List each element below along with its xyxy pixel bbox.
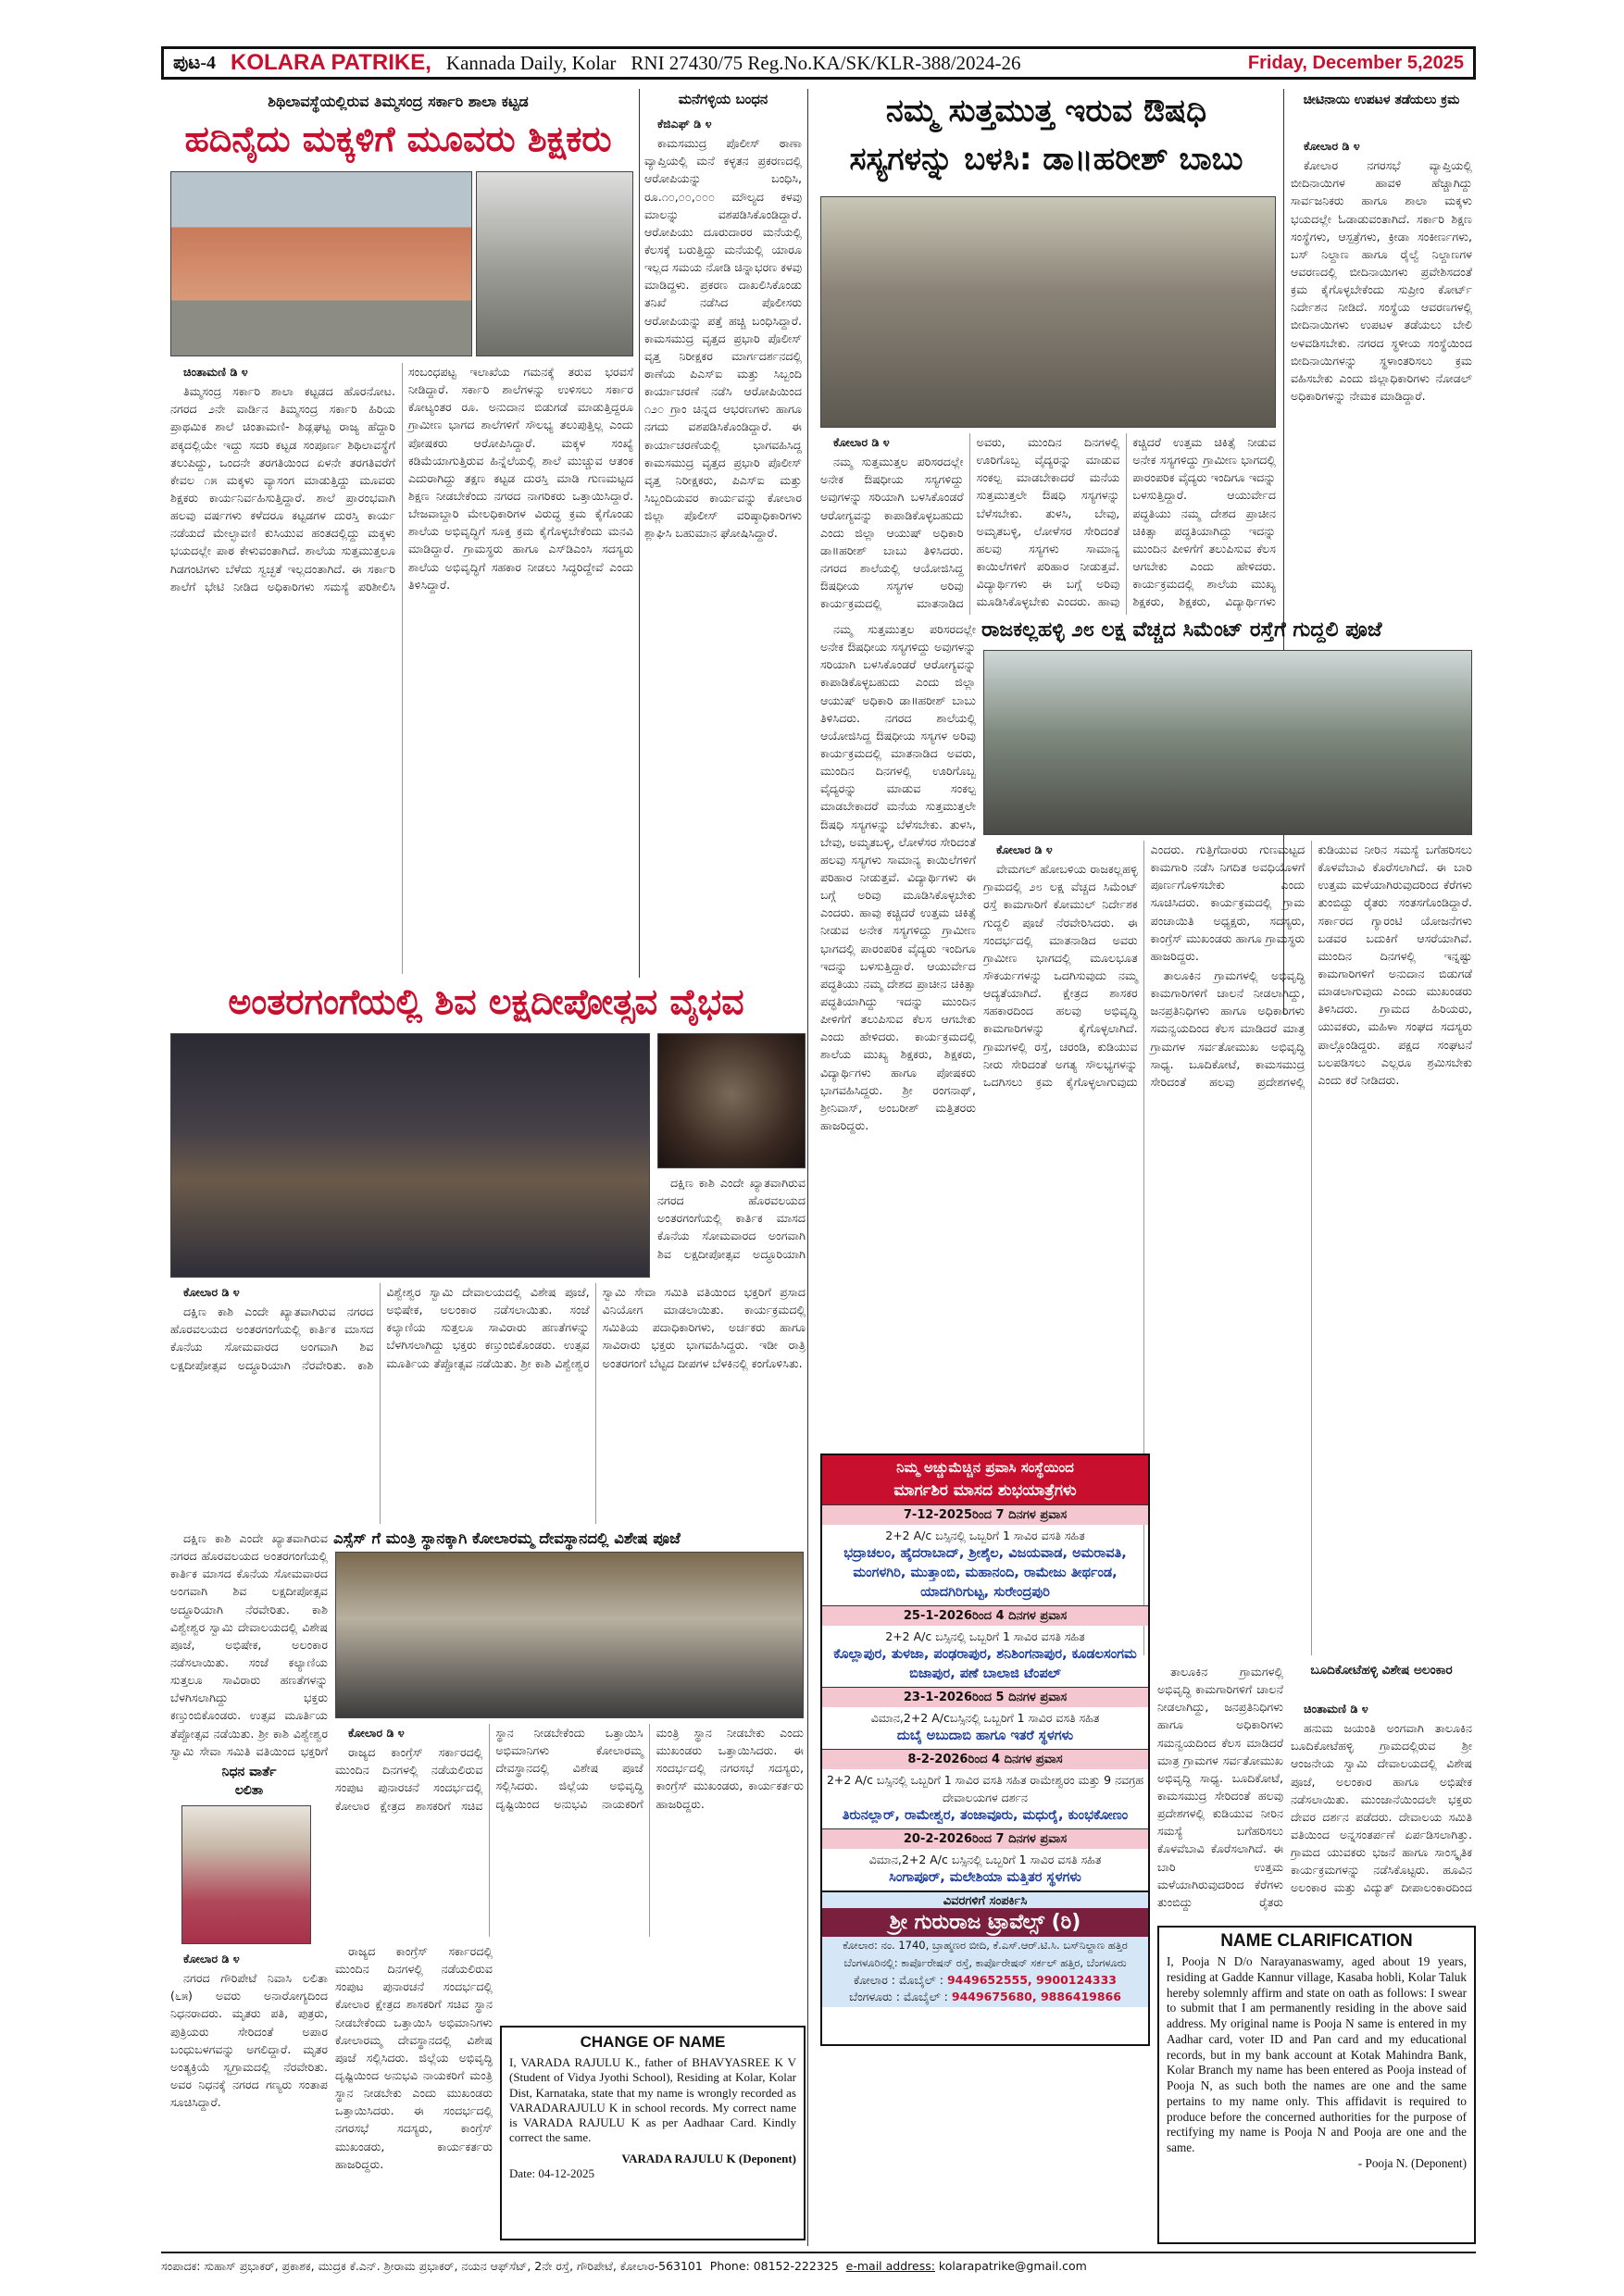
registration-number: RNI 27430/75 Reg.No.KA/SK/KLR-388/2024-26 — [631, 51, 1021, 74]
story7-dateline: ಕೋಲಾರ ಡಿ ೪ — [348, 1726, 405, 1740]
story7-text: ರಾಜ್ಯದ ಕಾಂಗ್ರೆಸ್ ಸರ್ಕಾರದಲ್ಲಿ ಮುಂದಿನ ದಿನಗಳಲ್ಲಿ ನಡೆಯಲಿರುವ ಸಂಪುಟ ಪುನಾರಚನೆ ಸಂದರ್ಭದಲ್ಲಿ ಕೋಲಾರ ಕ್ಷೇತ್ರದ ಶಾಸಕರಿಗೆ ಸಚಿವ ಸ್ಥಾನ ನೀಡಬೇಕೆಂದು ಒತ್ತಾಯಿಸಿ ಅಭಿಮಾನಿಗಳು ಕೋಲಾರಮ್ಮ ದೇವಸ್ಥಾನದಲ್ಲಿ ವಿಶೇಷ ಪೂಜೆ ಸಲ್ಲಿಸಿದರು. ಜಿಲ್ಲೆಯ ಅಭಿವೃದ್ಧಿ ದೃಷ್ಟಿಯಿಂದ ಅನುಭವಿ ನಾಯಕರಿಗೆ ಮಂತ್ರಿ ಸ್ಥಾನ ನೀಡಬೇಕು ಎಂದು ಮುಖಂಡರು ಒತ್ತಾಯಿಸಿದರು. ಈ ಸಂದರ್ಭದಲ್ಲಿ ನಗರಸಭೆ ಸದಸ್ಯರು, ಕಾಂಗ್ರೆಸ್ ಮುಖಂಡರು, ಕಾರ್ಯಕರ್ತರು ಹಾಜರಿದ್ದರು. — [335, 1726, 804, 1813]
story5-dateline: ಕೋಲಾರ ಡಿ ೪ — [996, 842, 1053, 856]
story3-headline-line1: ನಮ್ಮ ಸುತ್ತಮುತ್ತ ಇರುವ ಔಷಧಿ — [885, 93, 1207, 130]
story3-body — [820, 433, 1276, 615]
tour-trip-details — [822, 1707, 1148, 1749]
story3-text: ನಮ್ಮ ಸುತ್ತಮುತ್ತಲ ಪರಿಸರದಲ್ಲೇ ಅನೇಕ ಔಷಧೀಯ ಸಸ್ಯಗಳಿದ್ದು ಅವುಗಳನ್ನು ಸರಿಯಾಗಿ ಬಳಸಿಕೊಂಡರೆ ಆರೋಗ್ಯವನ್ನು ಕಾಪಾಡಿಕೊಳ್ಳಬಹುದು ಎಂದು ಜಿಲ್ಲಾ ಆಯುಷ್ ಅಧಿಕಾರಿ ಡಾ॥ಹರೀಶ್ ಬಾಬು ತಿಳಿಸಿದರು. ನಗರದ ಶಾಲೆಯಲ್ಲಿ ಆಯೋಜಿಸಿದ್ದ ಔಷಧೀಯ ಸಸ್ಯಗಳ ಅರಿವು ಕಾರ್ಯಕ್ರಮದಲ್ಲಿ ಮಾತನಾಡಿದ ಅವರು, ಮುಂದಿನ ದಿನಗಳಲ್ಲಿ ಊರಿಗೊಬ್ಬ ವೈದ್ಯರನ್ನು ಮಾಡುವ ಸಂಕಲ್ಪ ಮಾಡಬೇಕಾದರೆ ಮನೆಯ ಸುತ್ತಮುತ್ತಲೇ ಔಷಧಿ ಸಸ್ಯಗಳನ್ನು ಬೆಳೆಸಬೇಕು. ತುಳಸಿ, ಬೇವು, ಅಮೃತಬಳ್ಳಿ, ಲೋಳೆಸರ ಸೇರಿದಂತೆ ಹಲವು ಸಸ್ಯಗಳು ಸಾಮಾನ್ಯ ಕಾಯಿಲೆಗಳಿಗೆ ಪರಿಹಾರ ನೀಡುತ್ತವೆ. ವಿದ್ಯಾರ್ಥಿಗಳು ಈ ಬಗ್ಗೆ ಅರಿವು ಮೂಡಿಸಿಕೊಳ್ಳಬೇಕು ಎಂದರು. ಹಾವು ಕಚ್ಚಿದರೆ ಉತ್ತಮ ಚಿಕಿತ್ಸೆ ನೀಡುವ ಅನೇಕ ಸಸ್ಯಗಳಿದ್ದು ಗ್ರಾಮೀಣ ಭಾಗದಲ್ಲಿ ಪಾರಂಪರಿಕ ವೈದ್ಯರು ಇಂದಿಗೂ ಇದನ್ನು ಬಳಸುತ್ತಿದ್ದಾರೆ. ಆಯುರ್ವೇದ ಪದ್ಧತಿಯು ನಮ್ಮ ದೇಶದ ಪ್ರಾಚೀನ ಚಿಕಿತ್ಸಾ ಪದ್ಧತಿಯಾಗಿದ್ದು ಇದನ್ನು ಮುಂದಿನ ಪೀಳಿಗೆಗೆ ತಲುಪಿಸುವ ಕೆಲಸ ಆಗಬೇಕು ಎಂದು ಹೇಳಿದರು. ಕಾರ್ಯಕ್ರಮದಲ್ಲಿ ಶಾಲೆಯ ಮುಖ್ಯ ಶಿಕ್ಷಕರು, ಶಿಕ್ಷಕರು, ವಿದ್ಯಾರ್ಥಿಗಳು — [820, 435, 1276, 611]
story5-headline: ರಾಜಕಲ್ಲಹಳ್ಳಿ ೨೮ ಲಕ್ಷ ವೆಚ್ಚದ ಸಿಮೆಂಟ್ ರಸ್ತೆಗೆ ಗುದ್ದಲಿ ಪೂಜೆ — [981, 618, 1382, 642]
imprint-phone: Phone: 08152-222325 — [709, 2259, 839, 2273]
tour-trip-places: ಸಿಂಗಾಪೂರ್, ಮಲೇಶಿಯಾ ಮತ್ತಿತರ ಸ್ಥಳಗಳು — [889, 1869, 1081, 1885]
story6-text: ದಕ್ಷಿಣ ಕಾಶಿ ಎಂದೇ ಖ್ಯಾತವಾಗಿರುವ ನಗರದ ಹೊರವಲಯದ ಅಂತರಗಂಗೆಯಲ್ಲಿ ಕಾರ್ತಿಕ ಮಾಸದ ಕೊನೆಯ ಸೋಮವಾರದ ಅಂಗವಾಗಿ ಶಿವ ಲಕ್ಷದೀಪೋತ್ಸವ ಅದ್ಧೂರಿಯಾಗಿ ನೆರವೇರಿತು. ಕಾಶಿ ವಿಶ್ವೇಶ್ವರ ಸ್ವಾಮಿ ದೇವಾಲಯದಲ್ಲಿ ವಿಶೇಷ ಪೂಜೆ, ಅಭಿಷೇಕ, ಅಲಂಕಾರ ನಡೆಸಲಾಯಿತು. ಸಂಜೆ ಕಲ್ಯಾಣಿಯ ಸುತ್ತಲೂ ಸಾವಿರಾರು ಹಣತೆಗಳನ್ನು ಬೆಳಗಿಸಲಾಗಿದ್ದು ಭಕ್ತರು ಕಣ್ತುಂಬಿಕೊಂಡರು. ಉತ್ಸವ ಮೂರ್ತಿಯ ತೆಪ್ಪೋತ್ಸವ ನಡೆಯಿತು. ಶ್ರೀ ಕಾಶಿ ವಿಶ್ವೇಶ್ವರ ಸ್ವಾಮಿ ಸೇವಾ ಸಮಿತಿ ವತಿಯಿಂದ ಭಕ್ತರಿಗೆ ಪ್ರಸಾದ ವಿನಿಯೋಗ ಮಾಡಲಾಯಿತು. ಕಾರ್ಯಕ್ರಮದಲ್ಲಿ ಸಮಿತಿಯ ಪದಾಧಿಕಾರಿಗಳು, ಅರ್ಚಕರು ಹಾಗೂ ಸಾವಿರಾರು ಭಕ್ತರು ಭಾಗವಹಿಸಿದ್ದರು. ಇಡೀ ರಾತ್ರಿ ಅಂತರಗಂಗೆ ಬೆಟ್ಟದ ದೀಪಗಳ ಬೆಳಕಿನಲ್ಲಿ ಕಂಗೊಳಿಸಿತು. — [170, 1285, 806, 1372]
tour-contact — [822, 1890, 1148, 2007]
story4-text: ಕೋಲಾರ ನಗರಸಭೆ ವ್ಯಾಪ್ತಿಯಲ್ಲಿ ಬೀದಿನಾಯಿಗಳ ಹಾವಳಿ ಹೆಚ್ಚಾಗಿದ್ದು ಸಾರ್ವಜನಿಕರು ಹಾಗೂ ಶಾಲಾ ಮಕ್ಕಳು ಭಯದಲ್ಲೇ ಓಡಾಡುವಂತಾಗಿದೆ. ಸರ್ಕಾರಿ ಶಿಕ್ಷಣ ಸಂಸ್ಥೆಗಳು, ಆಸ್ಪತ್ರೆಗಳು, ಕ್ರೀಡಾ ಸಂಕೀರ್ಣಗಳು, ಬಸ್ ನಿಲ್ದಾಣ ಹಾಗೂ ರೈಲ್ವೆ ನಿಲ್ದಾಣಗಳ ಆವರಣದಲ್ಲಿ ಬೀದಿನಾಯಿಗಳು ಪ್ರವೇಶಿಸದಂತೆ ಕ್ರಮ ಕೈಗೊಳ್ಳಬೇಕೆಂದು ಸುಪ್ರೀಂ ಕೋರ್ಟ್ ನಿರ್ದೇಶನ ನೀಡಿದೆ. ಸಂಸ್ಥೆಯ ಆವರಣಗಳಲ್ಲಿ ಬೀದಿನಾಯಿಗಳು ಉಪಟಳ ತಡೆಯಲು ಬೇಲಿ ಅಳವಡಿಸಬೇಕು. ನಗರದ ಸ್ಥಳೀಯ ಸಂಸ್ಥೆಯಿಂದ ಬೀದಿನಾಯಿಗಳನ್ನು ಸ್ಥಳಾಂತರಿಸಲು ಕ್ರಮ ವಹಿಸಬೇಕು ಎಂದು ಜಿಲ್ಲಾಧಿಕಾರಿಗಳು ನೋಡಲ್ ಅಧಿಕಾರಿಗಳನ್ನು ನೇಮಕ ಮಾಡಿದ್ದಾರೆ. — [1291, 158, 1472, 403]
name-clarification-title: NAME CLARIFICATION — [1220, 1931, 1413, 1951]
story3-text-continued: ನಮ್ಮ ಸುತ್ತಮುತ್ತಲ ಪರಿಸರದಲ್ಲೇ ಅನೇಕ ಔಷಧೀಯ ಸಸ್ಯಗಳಿದ್ದು ಅವುಗಳನ್ನು ಸರಿಯಾಗಿ ಬಳಸಿಕೊಂಡರೆ ಆರೋಗ್ಯವನ್ನು ಕಾಪಾಡಿಕೊಳ್ಳಬಹುದು ಎಂದು ಜಿಲ್ಲಾ ಆಯುಷ್ ಅಧಿಕಾರಿ ಡಾ॥ಹರೀಶ್ ಬಾಬು ತಿಳಿಸಿದರು. ನಗರದ ಶಾಲೆಯಲ್ಲಿ ಆಯೋಜಿಸಿದ್ದ ಔಷಧೀಯ ಸಸ್ಯಗಳ ಅರಿವು ಕಾರ್ಯಕ್ರಮದಲ್ಲಿ ಮಾತನಾಡಿದ ಅವರು, ಮುಂದಿನ ದಿನಗಳಲ್ಲಿ ಊರಿಗೊಬ್ಬ ವೈದ್ಯರನ್ನು ಮಾಡುವ ಸಂಕಲ್ಪ ಮಾಡಬೇಕಾದರೆ ಮನೆಯ ಸುತ್ತಮುತ್ತಲೇ ಔಷಧಿ ಸಸ್ಯಗಳನ್ನು ಬೆಳೆಸಬೇಕು. ತುಳಸಿ, ಬೇವು, ಅಮೃತಬಳ್ಳಿ, ಲೋಳೆಸರ ಸೇರಿದಂತೆ ಹಲವು ಸಸ್ಯಗಳು ಸಾಮಾನ್ಯ ಕಾಯಿಲೆಗಳಿಗೆ ಪರಿಹಾರ ನೀಡುತ್ತವೆ. ವಿದ್ಯಾರ್ಥಿಗಳು ಈ ಬಗ್ಗೆ ಅರಿವು ಮೂಡಿಸಿಕೊಳ್ಳಬೇಕು ಎಂದರು. ಹಾವು ಕಚ್ಚಿದರೆ ಉತ್ತಮ ಚಿಕಿತ್ಸೆ ನೀಡುವ ಅನೇಕ ಸಸ್ಯಗಳಿದ್ದು ಗ್ರಾಮೀಣ ಭಾಗದಲ್ಲಿ ಪಾರಂಪರಿಕ ವೈದ್ಯರು ಇಂದಿಗೂ ಇದನ್ನು ಬಳಸುತ್ತಿದ್ದಾರೆ. ಆಯುರ್ವೇದ ಪದ್ಧತಿಯು ನಮ್ಮ ದೇಶದ ಪ್ರಾಚೀನ ಚಿಕಿತ್ಸಾ ಪದ್ಧತಿಯಾಗಿದ್ದು ಇದನ್ನು ಮುಂದಿನ ಪೀಳಿಗೆಗೆ ತಲುಪಿಸುವ ಕೆಲಸ ಆಗಬೇಕು ಎಂದು ಹೇಳಿದರು. ಕಾರ್ಯಕ್ರಮದಲ್ಲಿ ಶಾಲೆಯ ಮುಖ್ಯ ಶಿಕ್ಷಕರು, ಶಿಕ್ಷಕರು, ವಿದ್ಯಾರ್ಥಿಗಳು ಹಾಗೂ ಪೋಷಕರು ಭಾಗವಹಿಸಿದ್ದರು. ಶ್ರೀ ರಂಗನಾಥ್, ಶ್ರೀನಿವಾಸ್, ಅಂಬರೀಶ್ ಮತ್ತಿತರರು ಹಾಜರಿದ್ದರು. — [820, 622, 976, 1132]
tour-trip-date: 8-2-2026ರಿಂದ 4 ದಿನಗಳ ಪ್ರವಾಸ — [822, 1749, 1148, 1769]
imprint-email: kolarapatrike@gmail.com — [938, 2259, 1087, 2273]
story1-body — [170, 363, 633, 974]
story2-dateline: ಕೆಜಿಎಫ್ ಡಿ ೪ — [657, 117, 712, 131]
story7-body — [335, 1724, 804, 1937]
obituary-body — [170, 1950, 328, 2246]
imprint-footer — [161, 2252, 1476, 2274]
story4-dateline: ಕೋಲಾರ ಡಿ ೪ — [1304, 139, 1360, 153]
story6-continued — [170, 1529, 328, 1761]
tour-phone-bangalore-label: ಬೆಂಗಳೂರು : ಮೊಬೈಲ್ : — [849, 1989, 948, 2003]
story6-headline: ಅಂತರಗಂಗೆಯಲ್ಲಿ ಶಿವ ಲಕ್ಷದೀಪೋತ್ಸವ ವೈಭವ — [228, 981, 744, 1022]
column-rule — [807, 89, 808, 2246]
tour-trip-list — [822, 1504, 1148, 1890]
school-photo-exterior — [170, 171, 472, 356]
story4-body — [1291, 137, 1472, 614]
story6-body — [170, 1283, 806, 1524]
tour-trip-date: 20-2-2026ರಿಂದ 7 ದಿನಗಳ ಪ್ರವಾಸ — [822, 1828, 1148, 1849]
obituary-text: ನಗರದ ಗೌರಿಪೇಟೆ ನಿವಾಸಿ ಲಲಿತಾ (೬೫) ಅವರು ಅನಾರೋಗ್ಯದಿಂದ ನಿಧನರಾದರು. ಮೃತರು ಪತಿ, ಪುತ್ರರು, ಪುತ್ರಿಯರು ಸೇರಿದಂತೆ ಅಪಾರ ಬಂಧುಬಳಗವನ್ನು ಅಗಲಿದ್ದಾರೆ. ಮೃತರ ಅಂತ್ಯಕ್ರಿಯೆ ಸ್ವಗ್ರಾಮದಲ್ಲಿ ನೆರವೇರಿತು. ಅವರ ನಿಧನಕ್ಕೆ ನಗರದ ಗಣ್ಯರು ಸಂತಾಪ ಸೂಚಿಸಿದ್ದಾರೆ. — [170, 1971, 328, 2110]
story1-headline: ಹದಿನೈದು ಮಕ್ಕಳಿಗೆ ಮೂವರು ಶಿಕ್ಷಕರು — [184, 119, 612, 159]
masthead — [161, 46, 1476, 80]
tour-trip-date: 23-1-2026ರಿಂದ 5 ದಿನಗಳ ಪ್ರವಾಸ — [822, 1687, 1148, 1707]
tour-advertisement — [820, 1454, 1150, 2046]
tour-trip-details — [822, 1769, 1148, 1828]
tour-contact-title: ವಿವರಗಳಿಗೆ ಸಂಪರ್ಕಿಸಿ — [943, 1893, 1028, 1908]
deity-photo — [657, 1033, 806, 1168]
story2-body — [644, 115, 802, 974]
story9-kicker: ಬೂದಿಕೋಟೆಹಳ್ಳಿ ವಿಶೇಷ ಅಲಂಕಾರ — [1310, 1663, 1453, 1678]
change-of-name-signature: VARADA RAJULU K (Deponent) — [621, 2151, 796, 2165]
tour-address-bangalore: ಬೆಂಗಳೂರಿನಲ್ಲಿ: ಕಾರ್ಪೊರೇಷನ್ ರಸ್ತೆ, ಕಾರ್ಪೊರೇಷನ್ ಸರ್ಕಲ್ ಹತ್ತಿರ, ಬೆಂಗಳೂರು — [843, 1955, 1127, 1969]
story1-dateline: ಚಿಂತಾಮಣಿ ಡಿ ೪ — [183, 365, 248, 379]
story8-continued — [1157, 1663, 1283, 1922]
story6-text-side: ದಕ್ಷಿಣ ಕಾಶಿ ಎಂದೇ ಖ್ಯಾತವಾಗಿರುವ ನಗರದ ಹೊರವಲಯದ ಅಂತರಗಂಗೆಯಲ್ಲಿ ಕಾರ್ತಿಕ ಮಾಸದ ಕೊನೆಯ ಸೋಮವಾರದ ಅಂಗವಾಗಿ ಶಿವ ಲಕ್ಷದೀಪೋತ್ಸವ ಅದ್ಧೂರಿಯಾಗಿ — [657, 1176, 806, 1261]
tour-trip-note: ವಿಮಾನ,2+2 A/c ಬಸ್ಸಿನಲ್ಲಿ ಒಬ್ಬರಿಗೆ 1 ಸಾವಿರ ವಸತಿ ಸಹಿತ — [868, 1852, 1102, 1866]
tour-phone-bangalore: 9449675680, 9886419866 — [951, 1989, 1121, 2003]
change-of-name-date: Date: 04-12-2025 — [509, 2165, 595, 2180]
story2-text: ಕಾಮಸಮುದ್ರ ಪೊಲೀಸ್ ಠಾಣಾ ವ್ಯಾಪ್ತಿಯಲ್ಲಿ ಮನೆ ಕಳ್ಳತನ ಪ್ರಕರಣದಲ್ಲಿ ಆರೋಪಿಯನ್ನು ಬಂಧಿಸಿ, ರೂ.೧೦,೦೦,೦೦೦ ಮೌಲ್ಯದ ಕಳವು ಮಾಲನ್ನು ವಶಪಡಿಸಿಕೊಂಡಿದ್ದಾರೆ. ಆರೋಪಿಯು ದೂರುದಾರರ ಮನೆಯಲ್ಲಿ ಕೆಲಸಕ್ಕೆ ಬರುತ್ತಿದ್ದು ಮನೆಯಲ್ಲಿ ಯಾರೂ ಇಲ್ಲದ ಸಮಯ ನೋಡಿ ಚಿನ್ನಾಭರಣ ಕಳವು ಮಾಡಿದ್ದಳು. ಪ್ರಕರಣ ದಾಖಲಿಸಿಕೊಂಡು ತನಿಖೆ ನಡೆಸಿದ ಪೊಲೀಸರು ಆರೋಪಿಯನ್ನು ಪತ್ತೆ ಹಚ್ಚಿ ಬಂಧಿಸಿದ್ದಾರೆ. ಕಾಮಸಮುದ್ರ ವೃತ್ತದ ಪ್ರಭಾರಿ ಪೊಲೀಸ್ ವೃತ್ತ ನಿರೀಕ್ಷಕರ ಮಾರ್ಗದರ್ಶನದಲ್ಲಿ ಠಾಣೆಯ ಪಿಎಸ್‌ಐ ಮತ್ತು ಸಿಬ್ಬಂದಿ ಕಾರ್ಯಾಚರಣೆ ನಡೆಸಿ ಆರೋಪಿಯಿಂದ ೧೨೦ ಗ್ರಾಂ ಚಿನ್ನದ ಆಭರಣಗಳು ಹಾಗೂ ನಗದು ವಶಪಡಿಸಿಕೊಂಡಿದ್ದಾರೆ. ಈ ಕಾರ್ಯಾಚರಣೆಯಲ್ಲಿ ಭಾಗವಹಿಸಿದ್ದ ಕಾಮಸಮುದ್ರ ವೃತ್ತದ ಪ್ರಭಾರಿ ಪೊಲೀಸ್ ವೃತ್ತ ನಿರೀಕ್ಷಕರು, ಪಿಎಸ್‌ಐ ಮತ್ತು ಸಿಬ್ಬಂದಿಯವರ ಕಾರ್ಯವನ್ನು ಕೋಲಾರ ಜಿಲ್ಲಾ ಪೊಲೀಸ್ ವರಿಷ್ಠಾಧಿಕಾರಿಗಳು ಶ್ಲಾಘಿಸಿ ಬಹುಮಾನ ಘೋಷಿಸಿದ್ದಾರೆ. — [644, 136, 802, 541]
obituary-kicker: ನಿಧನ ವಾರ್ತೆ — [221, 1765, 277, 1779]
tour-trip-places: ಕೊಲ್ಲಾಪುರ, ತುಳಜಾ, ಪಂಢರಾಪುರ, ಶನಿಶಿಂಗನಾಪುರ, ಕೂಡಲಸಂಗಮ ಬಿಜಾಪುರ, ಪಣೆ ಬಾಲಾಜಿ ಟೆಂಪಲ್ — [833, 1647, 1137, 1682]
tour-trip-note: 2+2 A/c ಬಸ್ಸಿನಲ್ಲಿ ಒಬ್ಬರಿಗೆ 1 ಸಾವಿರ ವಸತಿ ಸಹಿತ — [885, 1529, 1085, 1542]
issue-date: Friday, December 5,2025 — [1247, 52, 1464, 73]
story1-kicker: ಶಿಥಿಲಾವಸ್ಥೆಯಲ್ಲಿರುವ ತಿಮ್ಮಸಂದ್ರ ಸರ್ಕಾರಿ ಶಾಲಾ ಕಟ್ಟಡ — [268, 93, 529, 110]
name-clarification-text: I, Pooja N D/o Narayanaswamy, aged about 19 years, residing at Gadde Kannur village, Kasaba hobli, Kolar Taluk hereby solemnly affirm and state on oath as follows: I swear to submit that I am permanently residing in the above said address. My original name is Pooja N same is entered in my Aadhar card, voter ID and Pan card and my educational records, but in my bank account at Kotak Mahindra Bank, Kolar Branch my name has been entered as Pooja instead of Pooja N, as such both the names are one and the same pertains to my name only. This affidavit is required to produce before the concerned authorities for the purpose of rectifying my name is Pooja N and Pooja are one and the same. — [1167, 1954, 1467, 2155]
story5-text: ವೇಮಗಲ್ ಹೋಬಳಿಯ ರಾಜಕಲ್ಲಹಳ್ಳಿ ಗ್ರಾಮದಲ್ಲಿ ೨೮ ಲಕ್ಷ ವೆಚ್ಚದ ಸಿಮೆಂಟ್ ರಸ್ತೆ ಕಾಮಗಾರಿಗೆ ಕೋಮುಲ್ ನಿರ್ದೇಶಕ ಗುದ್ದಲಿ ಪೂಜೆ ನೆರವೇರಿಸಿದರು. ಈ ಸಂದರ್ಭದಲ್ಲಿ ಮಾತನಾಡಿದ ಅವರು ಗ್ರಾಮೀಣ ಭಾಗದಲ್ಲಿ ಮೂಲಭೂತ ಸೌಕರ್ಯಗಳನ್ನು ಒದಗಿಸುವುದು ನಮ್ಮ ಆದ್ಯತೆಯಾಗಿದೆ. ಕ್ಷೇತ್ರದ ಶಾಸಕರ ಸಹಕಾರದಿಂದ ಹಲವು ಅಭಿವೃದ್ಧಿ ಕಾಮಗಾರಿಗಳನ್ನು ಕೈಗೊಳ್ಳಲಾಗಿದೆ. ಗ್ರಾಮಗಳಲ್ಲಿ ರಸ್ತೆ, ಚರಂಡಿ, ಕುಡಿಯುವ ನೀರು ಸೇರಿದಂತೆ ಅಗತ್ಯ ಸೌಲಭ್ಯಗಳನ್ನು ಒದಗಿಸಲು ಕ್ರಮ ಕೈಗೊಳ್ಳಲಾಗುವುದು ಎಂದರು. ಗುತ್ತಿಗೆದಾರರು ಗುಣಮಟ್ಟದ ಕಾಮಗಾರಿ ನಡೆಸಿ ನಿಗದಿತ ಅವಧಿಯೊಳಗೆ ಪೂರ್ಣಗೊಳಿಸಬೇಕು ಎಂದು ಸೂಚಿಸಿದರು. ಕಾರ್ಯಕ್ರಮದಲ್ಲಿ ಗ್ರಾಮ ಪಂಚಾಯಿತಿ ಅಧ್ಯಕ್ಷರು, ಸದಸ್ಯರು, ಕಾಂಗ್ರೆಸ್ ಮುಖಂಡರು ಹಾಗೂ ಗ್ರಾಮಸ್ಥರು ಹಾಜರಿದ್ದರು. — [983, 842, 1305, 1089]
tour-trip-note: 2+2 A/c ಬಸ್ಸಿನಲ್ಲಿ ಒಬ್ಬರಿಗೆ 1 ಸಾವಿರ ವಸತಿ ಸಹಿತ ರಾಮೇಶ್ವರಂ ಮತ್ತು 9 ನವಗ್ರಹ ದೇವಾಲಯಗಳ ದರ್ಶನ — [826, 1773, 1144, 1804]
story2-kicker: ಮನೆಗಳ್ಳಿಯ ಬಂಧನ — [678, 91, 768, 107]
masthead-left — [173, 50, 1021, 76]
tour-trip-note: ವಿಮಾನ,2+2 A/cಬಸ್ಸಿನಲ್ಲಿ ಒಬ್ಬರಿಗೆ 1 ಸಾವಿರ ವಸತಿ ಸಹಿತ — [870, 1711, 1100, 1726]
story9-dateline: ಚಿಂತಾಮಣಿ ಡಿ ೪ — [1304, 1702, 1368, 1716]
tour-trip-details — [822, 1525, 1148, 1605]
story3-headline-line2: ಸಸ್ಯಗಳನ್ನು ಬಳಸಿ: ಡಾ॥ಹರೀಶ್ ಬಾಬು — [849, 141, 1243, 178]
name-clarification-signature: - Pooja N. (Deponent) — [1357, 2155, 1467, 2170]
obituary-dateline: ಕೋಲಾರ ಡಿ ೪ — [183, 1952, 240, 1965]
story9-text: ಹನುಮ ಜಯಂತಿ ಅಂಗವಾಗಿ ತಾಲೂಕಿನ ಬೂದಿಕೋಟೆಹಳ್ಳಿ ಗ್ರಾಮದಲ್ಲಿರುವ ಶ್ರೀ ಆಂಜನೇಯ ಸ್ವಾಮಿ ದೇವಾಲಯದಲ್ಲಿ ವಿಶೇಷ ಪೂಜೆ, ಅಲಂಕಾರ ಹಾಗೂ ಅಭಿಷೇಕ ನಡೆಸಲಾಯಿತು. ಮುಂಜಾನೆಯಿಂದಲೇ ಭಕ್ತರು ದೇವರ ದರ್ಶನ ಪಡೆದರು. ದೇವಾಲಯ ಸಮಿತಿ ವತಿಯಿಂದ ಅನ್ನಸಂತರ್ಪಣೆ ಏರ್ಪಡಿಸಲಾಗಿತ್ತು. ಗ್ರಾಮದ ಯುವಕರು ಭಜನೆ ಹಾಗೂ ಸಾಂಸ್ಕೃತಿಕ ಕಾರ್ಯಕ್ರಮಗಳನ್ನು ನಡೆಸಿಕೊಟ್ಟರು. ಹೂವಿನ ಅಲಂಕಾರ ಮತ್ತು ವಿದ್ಯುತ್ ದೀಪಾಲಂಕಾರದಿಂದ — [1291, 1721, 1472, 1895]
name-clarification-notice — [1157, 1926, 1476, 2244]
school-photo-ceiling — [476, 171, 633, 356]
column-rule — [639, 89, 640, 978]
tour-title-line1: ನಿಮ್ಮ ಅಚ್ಚುಮೆಚ್ಚಿನ ಪ್ರವಾಸಿ ಸಂಸ್ಥೆಯಿಂದ — [822, 1455, 1148, 1479]
story6-side — [657, 1174, 806, 1278]
imprint-text: ಸಂಪಾದಕ: ಸುಹಾಸ್ ಪ್ರಭಾಕರ್, ಪ್ರಕಾಶಕ, ಮುದ್ರಕ ಕೆ.ಎನ್. ಶ್ರೀರಾಮ ಪ್ರಭಾಕರ್, ನಯನ ಆಫ್‌ಸೆಟ್, 2ನೇ ರಸ್ತೆ, ಗೌರಿಪೇಟೆ, ಕೋಲಾರ-563101 — [161, 2259, 703, 2273]
tour-trip-places: ದುಬೈ ಅಬುದಾಬಿ ಹಾಗೂ ಇತರೆ ಸ್ಥಳಗಳು — [896, 1728, 1074, 1744]
imprint-email-label: e-mail address: — [845, 2259, 935, 2273]
road-ceremony-photo — [983, 650, 1472, 835]
obituary-portrait — [181, 1805, 311, 1944]
story1-text: ತಿಮ್ಮಸಂದ್ರ ಸರ್ಕಾರಿ ಶಾಲಾ ಕಟ್ಟಡದ ಹೊರನೋಟ. ನಗರದ ೨ನೇ ವಾರ್ಡಿನ ತಿಮ್ಮಸಂದ್ರ ಸರ್ಕಾರಿ ಹಿರಿಯ ಪ್ರಾಥಮಿಕ ಶಾಲೆ ಚಿಂತಾಮಣಿ- ಶಿಡ್ಲಘಟ್ಟ ರಾಜ್ಯ ಹೆದ್ದಾರಿ ಪಕ್ಕದಲ್ಲಿಯೇ ಇದ್ದು ಸದರಿ ಕಟ್ಟಡ ಸಂಪೂರ್ಣ ಶಿಥಿಲಾವಸ್ಥೆಗೆ ತಲುಪಿದ್ದು, ಒಂದನೇ ತರಗತಿಯಿಂದ ಏಳನೇ ತರಗತಿವರೆಗೆ ಕೇವಲ ೧೫ ಮಕ್ಕಳು ವ್ಯಾಸಂಗ ಮಾಡುತ್ತಿದ್ದು ಮೂವರು ಶಿಕ್ಷಕರು ಕಾರ್ಯನಿರ್ವಹಿಸುತ್ತಿದ್ದಾರೆ. ಶಾಲೆ ಪ್ರಾರಂಭವಾಗಿ ಹಲವು ವರ್ಷಗಳು ಕಳೆದರೂ ಕಟ್ಟಡಗಳ ದುರಸ್ತಿ ಕಾರ್ಯ ನಡೆಯದೆ ಮೇಲ್ಛಾವಣಿ ಕುಸಿಯುವ ಹಂತದಲ್ಲಿದ್ದು ಮಕ್ಕಳು ಭಯದಲ್ಲೇ ಪಾಠ ಕೇಳುವಂತಾಗಿದೆ. ಶಾಲೆಯ ಸುತ್ತಮುತ್ತಲೂ ಗಿಡಗಂಟಿಗಳು ಬೆಳೆದು ಸ್ವಚ್ಛತೆ ಇಲ್ಲದಂತಾಗಿದೆ. ಈ ಸರ್ಕಾರಿ ಶಾಲೆಗೆ ಭೇಟಿ ನೀಡಿದ ಅಧಿಕಾರಿಗಳು ಸಮಸ್ಯೆ ಪರಿಶೀಲಿಸಿ ಸಂಬಂಧಪಟ್ಟ ಇಲಾಖೆಯ ಗಮನಕ್ಕೆ ತರುವ ಭರವಸೆ ನೀಡಿದ್ದಾರೆ. ಸರ್ಕಾರಿ ಶಾಲೆಗಳನ್ನು ಉಳಿಸಲು ಸರ್ಕಾರ ಕೋಟ್ಯಂತರ ರೂ. ಅನುದಾನ ಬಿಡುಗಡೆ ಮಾಡುತ್ತಿದ್ದರೂ ಗ್ರಾಮೀಣ ಭಾಗದ ಶಾಲೆಗಳಿಗೆ ಸೌಲಭ್ಯ ತಲುಪುತ್ತಿಲ್ಲ ಎಂದು ಪೋಷಕರು ಆರೋಪಿಸಿದ್ದಾರೆ. ಮಕ್ಕಳ ಸಂಖ್ಯೆ ಕಡಿಮೆಯಾಗುತ್ತಿರುವ ಹಿನ್ನೆಲೆಯಲ್ಲಿ ಶಾಲೆ ಮುಚ್ಚುವ ಆತಂಕ ಎದುರಾಗಿದ್ದು ತಕ್ಷಣ ಕಟ್ಟಡ ದುರಸ್ತಿ ಮಾಡಿ ಗುಣಮಟ್ಟದ ಶಿಕ್ಷಣ ನೀಡಬೇಕೆಂದು ನಗರದ ನಾಗರಿಕರು ಒತ್ತಾಯಿಸಿದ್ದಾರೆ. ಬೇಜವಾಬ್ದಾರಿ ಮೇಲಧಿಕಾರಿಗಳ ವಿರುದ್ಧ ಕ್ರಮ ಕೈಗೊಂಡು ಶಾಲೆಯ ಅಭಿವೃದ್ಧಿಗೆ ಸೂಕ್ತ ಕ್ರಮ ಕೈಗೊಳ್ಳಬೇಕೆಂದು ಮನವಿ ಮಾಡಿದ್ದಾರೆ. ಗ್ರಾಮಸ್ಥರು ಹಾಗೂ ಎಸ್‌ಡಿಎಂಸಿ ಸದಸ್ಯರು ಶಾಲೆಯ ಅಭಿವೃದ್ಧಿಗೆ ಸಹಕಾರ ನೀಡಲು ಸಿದ್ಧರಿದ್ದೇವೆ ಎಂದು ತಿಳಿಸಿದ್ದಾರೆ. — [170, 365, 633, 593]
story6-text-continued: ದಕ್ಷಿಣ ಕಾಶಿ ಎಂದೇ ಖ್ಯಾತವಾಗಿರುವ ನಗರದ ಹೊರವಲಯದ ಅಂತರಗಂಗೆಯಲ್ಲಿ ಕಾರ್ತಿಕ ಮಾಸದ ಕೊನೆಯ ಸೋಮವಾರದ ಅಂಗವಾಗಿ ಶಿವ ಲಕ್ಷದೀಪೋತ್ಸವ ಅದ್ಧೂರಿಯಾಗಿ ನೆರವೇರಿತು. ಕಾಶಿ ವಿಶ್ವೇಶ್ವರ ಸ್ವಾಮಿ ದೇವಾಲಯದಲ್ಲಿ ವಿಶೇಷ ಪೂಜೆ, ಅಭಿಷೇಕ, ಅಲಂಕಾರ ನಡೆಸಲಾಯಿತು. ಸಂಜೆ ಕಲ್ಯಾಣಿಯ ಸುತ್ತಲೂ ಸಾವಿರಾರು ಹಣತೆಗಳನ್ನು ಬೆಳಗಿಸಲಾಗಿದ್ದು ಭಕ್ತರು ಕಣ್ತುಂಬಿಕೊಂಡರು. ಉತ್ಸವ ಮೂರ್ತಿಯ ತೆಪ್ಪೋತ್ಸವ ನಡೆಯಿತು. ಶ್ರೀ ಕಾಶಿ ವಿಶ್ವೇಶ್ವರ ಸ್ವಾಮಿ ಸೇವಾ ಸಮಿತಿ ವತಿಯಿಂದ ಭಕ್ತರಿಗೆ — [170, 1531, 328, 1758]
tour-phone-kolar: 9449652555, 9900124333 — [946, 1972, 1117, 1987]
newspaper-subtitle: Kannada Daily, Kolar — [445, 51, 617, 74]
story7-text-continued: ರಾಜ್ಯದ ಕಾಂಗ್ರೆಸ್ ಸರ್ಕಾರದಲ್ಲಿ ಮುಂದಿನ ದಿನಗಳಲ್ಲಿ ನಡೆಯಲಿರುವ ಸಂಪುಟ ಪುನಾರಚನೆ ಸಂದರ್ಭದಲ್ಲಿ ಕೋಲಾರ ಕ್ಷೇತ್ರದ ಶಾಸಕರಿಗೆ ಸಚಿವ ಸ್ಥಾನ ನೀಡಬೇಕೆಂದು ಒತ್ತಾಯಿಸಿ ಅಭಿಮಾನಿಗಳು ಕೋಲಾರಮ್ಮ ದೇವಸ್ಥಾನದಲ್ಲಿ ವಿಶೇಷ ಪೂಜೆ ಸಲ್ಲಿಸಿದರು. ಜಿಲ್ಲೆಯ ಅಭಿವೃದ್ಧಿ ದೃಷ್ಟಿಯಿಂದ ಅನುಭವಿ ನಾಯಕರಿಗೆ ಮಂತ್ರಿ ಸ್ಥಾನ ನೀಡಬೇಕು ಎಂದು ಮುಖಂಡರು ಒತ್ತಾಯಿಸಿದರು. ಈ ಸಂದರ್ಭದಲ್ಲಿ ನಗರಸಭೆ ಸದಸ್ಯರು, ಕಾಂಗ್ರೆಸ್ ಮುಖಂಡರು, ಕಾರ್ಯಕರ್ತರು ಹಾಜರಿದ್ದರು. — [335, 1944, 493, 2171]
story9-body — [1291, 1700, 1472, 1913]
story3-dateline: ಕೋಲಾರ ಡಿ ೪ — [833, 435, 890, 449]
seminar-photo — [820, 196, 1276, 428]
change-of-name-notice — [500, 2026, 806, 2240]
change-of-name-title: CHANGE OF NAME — [580, 2033, 726, 2051]
story7-headline: ಎಸ್ಸೆಸ್ ಗೆ ಮಂತ್ರಿ ಸ್ಥಾನಕ್ಕಾಗಿ ಕೋಲಾರಮ್ಮ ದೇವಸ್ಥಾನದಲ್ಲಿ ವಿಶೇಷ ಪೂಜೆ — [333, 1529, 681, 1547]
tour-trip-note: 2+2 A/c ಬಸ್ಸಿನಲ್ಲಿ ಒಬ್ಬರಿಗೆ 1 ಸಾವಿರ ವಸತಿ ಸಹಿತ — [885, 1629, 1085, 1644]
story4-kicker: ಚೀಟಿನಾಯಿ ಉಪಟಳ ತಡೆಯಲು ಕ್ರಮ — [1303, 93, 1460, 107]
change-of-name-text: I, VARADA RAJULU K., father of BHAVYASREE K V (Student of Vidya Jyothi School), Residing at Kolar, Kolar Dist, Karnataka, state that my name is wrongly recorded as VARADARAJULU K in school records. My correct name is VARADA RAJULU K as per Aadhaar Card. Kindly correct the same. — [509, 2055, 796, 2145]
story8-text-continued: ತಾಲೂಕಿನ ಗ್ರಾಮಗಳಲ್ಲಿ ಅಭಿವೃದ್ಧಿ ಕಾಮಗಾರಿಗಳಿಗೆ ಚಾಲನೆ ನೀಡಲಾಗಿದ್ದು, ಜನಪ್ರತಿನಿಧಿಗಳು ಹಾಗೂ ಅಧಿಕಾರಿಗಳು ಸಮನ್ವಯದಿಂದ ಕೆಲಸ ಮಾಡಿದರೆ ಮಾತ್ರ ಗ್ರಾಮಗಳ ಸರ್ವತೋಮುಖ ಅಭಿವೃದ್ಧಿ ಸಾಧ್ಯ. ಬೂದಿಕೋಟೆ, ಕಾಮಸಮುದ್ರ ಸೇರಿದಂತೆ ಹಲವು ಪ್ರದೇಶಗಳಲ್ಲಿ ಕುಡಿಯುವ ನೀರಿನ ಸಮಸ್ಯೆ ಬಗೆಹರಿಸಲು ಕೊಳವೆಬಾವಿ ಕೊರೆಸಲಾಗಿದೆ. ಈ ಬಾರಿ ಉತ್ತಮ ಮಳೆಯಾಗಿರುವುದರಿಂದ ಕೆರೆಗಳು ತುಂಬಿದ್ದು ರೈತರು — [1157, 1665, 1283, 1909]
tour-phone-kolar-label: ಕೋಲಾರ : ಮೊಬೈಲ್ : — [853, 1972, 943, 1987]
tour-trip-places: ಭದ್ರಾಚಲಂ, ಹೈದರಾಬಾದ್, ಶ್ರೀಶೈಲ, ವಿಜಯವಾಡ, ಅಮರಾವತಿ, ಮಂಗಳಗಿರಿ, ಮುತ್ತಾಂಬಿ, ಮಹಾನಂದಿ, ರಾಮೇಜು ತೀರ್ಥಂಡ, ಯಾದಗಿರಿಗುಟ್ಟ, ಸುರೇಂದ್ರಪುರಿ — [843, 1546, 1127, 1601]
puja-group-photo — [335, 1552, 804, 1718]
tour-trip-details — [822, 1626, 1148, 1687]
tour-title-line2: ಮಾರ್ಗಶಿರ ಮಾಸದ ಶುಭಯಾತ್ರೆಗಳು — [822, 1479, 1148, 1504]
tour-trip-date: 25-1-2026ರಿಂದ 4 ದಿನಗಳ ಪ್ರವಾಸ — [822, 1605, 1148, 1626]
tour-address-kolar: ಕೋಲಾರ: ನಂ. 1740, ಬ್ರಾಹ್ಮಣರ ಬೀದಿ, ಕೆ.ಎಸ್.ಆರ್.ಟಿ.ಸಿ. ಬಸ್‌ನಿಲ್ದಾಣ ಹತ್ತಿರ — [843, 1938, 1128, 1952]
story6-dateline: ಕೋಲಾರ ಡಿ ೪ — [183, 1285, 240, 1299]
story7-continued — [335, 1942, 493, 2248]
tour-trip-date: 7-12-2025ರಿಂದ 7 ದಿನಗಳ ಪ್ರವಾಸ — [822, 1504, 1148, 1525]
tour-trip-details — [822, 1849, 1148, 1890]
obituary-name: ಲಲಿತಾ — [234, 1783, 264, 1798]
story3-continued — [820, 620, 976, 1444]
story8-text: ತಾಲೂಕಿನ ಗ್ರಾಮಗಳಲ್ಲಿ ಅಭಿವೃದ್ಧಿ ಕಾಮಗಾರಿಗಳಿಗೆ ಚಾಲನೆ ನೀಡಲಾಗಿದ್ದು, ಜನಪ್ರತಿನಿಧಿಗಳು ಹಾಗೂ ಅಧಿಕಾರಿಗಳು ಸಮನ್ವಯದಿಂದ ಕೆಲಸ ಮಾಡಿದರೆ ಮಾತ್ರ ಗ್ರಾಮಗಳ ಸರ್ವತೋಮುಖ ಅಭಿವೃದ್ಧಿ ಸಾಧ್ಯ. ಬೂದಿಕೋಟೆ, ಕಾಮಸಮುದ್ರ ಸೇರಿದಂತೆ ಹಲವು ಪ್ರದೇಶಗಳಲ್ಲಿ ಕುಡಿಯುವ ನೀರಿನ ಸಮಸ್ಯೆ ಬಗೆಹರಿಸಲು ಕೊಳವೆಬಾವಿ ಕೊರೆಸಲಾಗಿದೆ. ಈ ಬಾರಿ ಉತ್ತಮ ಮಳೆಯಾಗಿರುವುದರಿಂದ ಕೆರೆಗಳು ತುಂಬಿದ್ದು ರೈತರು ಸಂತಸಗೊಂಡಿದ್ದಾರೆ. ಸರ್ಕಾರದ ಗ್ಯಾರಂಟಿ ಯೋಜನೆಗಳು ಬಡವರ ಬದುಕಿಗೆ ಆಸರೆಯಾಗಿವೆ. ಮುಂದಿನ ದಿನಗಳಲ್ಲಿ ಇನ್ನಷ್ಟು ಕಾಮಗಾರಿಗಳಿಗೆ ಅನುದಾನ ಬಿಡುಗಡೆ ಮಾಡಲಾಗುವುದು ಎಂದು ಮುಖಂಡರು ತಿಳಿಸಿದರು. ಗ್ರಾಮದ ಹಿರಿಯರು, ಯುವಕರು, ಮಹಿಳಾ ಸಂಘದ ಸದಸ್ಯರು ಪಾಲ್ಗೊಂಡಿದ್ದರು. ಪಕ್ಷದ ಸಂಘಟನೆ ಬಲಪಡಿಸಲು ಎಲ್ಲರೂ ಶ್ರಮಿಸಬೇಕು ಎಂದು ಕರೆ ನೀಡಿದರು. — [1150, 842, 1472, 1089]
temple-night-photo — [170, 1033, 650, 1278]
tour-trip-places: ತಿರುನಲ್ಲಾರ್, ರಾಮೇಶ್ವರ, ತಂಜಾವೂರು, ಮಧುರೈ, ಕುಂಭಕೋಣಂ — [842, 1807, 1129, 1823]
tour-agency-name: ಶ್ರೀ ಗುರುರಾಜ ಟ್ರಾವೆಲ್ಸ್ (ರಿ) — [822, 1908, 1148, 1937]
page-number: ಪುಟ-4 — [173, 52, 217, 73]
newspaper-name: KOLARA PATRIKE, — [231, 50, 431, 75]
